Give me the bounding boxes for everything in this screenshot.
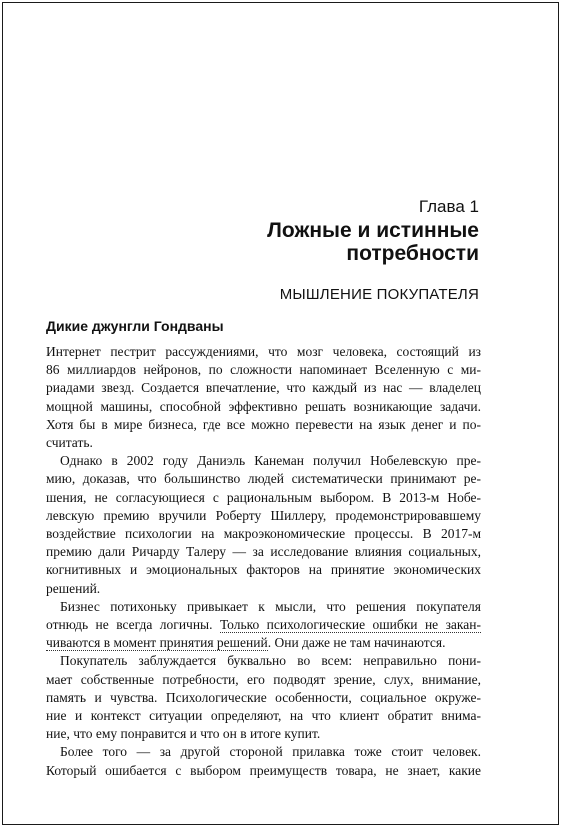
text-line: решений. bbox=[46, 580, 101, 596]
subheading: Дикие джунгли Гондваны bbox=[46, 318, 224, 334]
text-line: Более того — за другой стороной прилавка тоже стоит человек. bbox=[60, 744, 481, 760]
text-line: левскую премию вручили Роберту Шиллеру, продемонстрировавшему bbox=[46, 507, 481, 523]
text-line bbox=[46, 634, 481, 652]
text-line: мию, доказав, что большинство людей систематически принимают ре- bbox=[46, 471, 481, 487]
text-line: воздействие психологии на макроэкономические процессы. В 2017-м bbox=[46, 526, 481, 542]
text-line: память и чувства. Психологические особенности, социальное окруже- bbox=[46, 689, 481, 705]
chapter-title-line-2: потребности bbox=[346, 242, 479, 265]
section-title: МЫШЛЕНИЕ ПОКУПАТЕЛЯ bbox=[279, 286, 479, 303]
body-text bbox=[46, 343, 481, 780]
chapter-title bbox=[267, 219, 479, 265]
text-line: ние и контекст ситуации определяют, на что клиент обратит внима- bbox=[46, 708, 481, 724]
chapter-title-line-1: Ложные и истинные bbox=[267, 219, 479, 242]
text-fragment: . Они даже не там начинаются. bbox=[267, 635, 446, 651]
text-line: 86 миллиардов нейронов, по сложности напоминает Вселенную с ми- bbox=[46, 362, 481, 378]
text-line: считать. bbox=[46, 435, 93, 451]
text-line: шения, не согласующиеся с рациональным выбором. В 2013-м Нобе- bbox=[46, 489, 481, 505]
text-line: ние, что ему понравится и что он в итоге купит. bbox=[46, 726, 321, 742]
text-line: мает собственные потребности, его подводят зрение, слух, внимание, bbox=[46, 671, 481, 687]
text-line: когнитивных и эмоциональных факторов на принятие экономических bbox=[46, 562, 481, 578]
highlighted-text: чиваются в момент принятия решений bbox=[46, 635, 268, 651]
text-line: Покупатель заблуждается буквально во всем: неправильно пони- bbox=[60, 653, 481, 669]
chapter-heading bbox=[267, 197, 479, 265]
text-line bbox=[46, 616, 481, 634]
chapter-label: Глава 1 bbox=[418, 197, 479, 216]
highlighted-text: Только психологические ошибки не закан- bbox=[219, 617, 481, 633]
text-line: Интернет пестрит рассуждениями, что мозг человека, состоящий из bbox=[46, 344, 481, 359]
text-line: мощной машины, способной эффективно решать возникающие задачи. bbox=[46, 398, 481, 414]
text-line: Однако в 2002 году Даниэль Канеман получил Нобелевскую пре- bbox=[60, 453, 481, 469]
text-line: Бизнес потихоньку привыкает к мысли, что решения покупателя bbox=[60, 598, 481, 614]
text-line: Хотя бы в мире бизнеса, где все можно перевести на язык денег и по- bbox=[46, 416, 481, 432]
text-line: риадами звезд. Создается впечатление, что каждый из нас — владелец bbox=[46, 380, 481, 396]
text-line: Который ошибается с выбором преимуществ товара, не знает, какие bbox=[46, 762, 481, 778]
text-line: премию дали Ричарду Талеру — за исследование влияния социальных, bbox=[46, 544, 481, 560]
text-fragment: отнюдь не всегда логичны. bbox=[46, 617, 220, 633]
